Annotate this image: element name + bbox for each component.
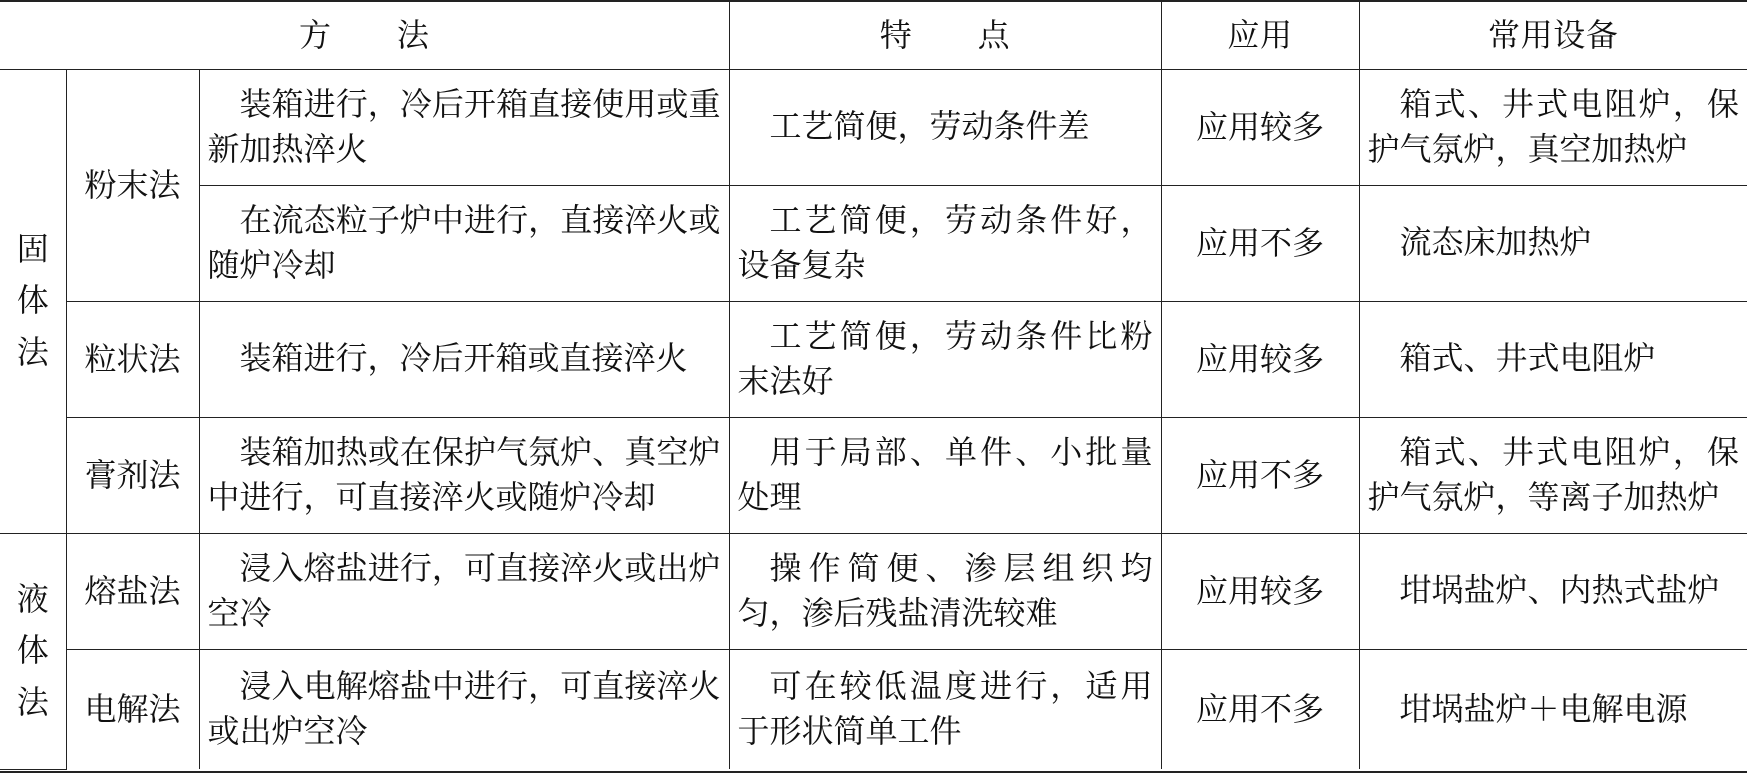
equipment-cell	[1359, 185, 1747, 301]
equipment-text: 箱式、井式电阻炉，保护气氛炉，等离子加热炉	[1367, 432, 1739, 516]
header-feature: 特 点	[729, 2, 1161, 69]
method-name: 电解法	[66, 649, 199, 769]
equipment-text: 坩埚盐炉＋电解电源	[1399, 689, 1688, 728]
process-text: 装箱进行，冷后开箱直接使用或重新加热淬火	[207, 84, 721, 168]
feature-text: 用于局部、单件、小批量处理	[737, 432, 1153, 516]
process-text: 在流态粒子炉中进行，直接淬火或随炉冷却	[207, 200, 721, 284]
method-name: 粉末法	[66, 69, 199, 301]
group-label: 液体法	[16, 580, 49, 721]
table-header-row	[0, 2, 1747, 69]
process-cell	[199, 185, 729, 301]
table-row	[0, 69, 1747, 185]
group-label: 固体法	[16, 230, 49, 371]
application-cell: 应用较多	[1161, 533, 1359, 649]
equipment-cell	[1359, 301, 1747, 417]
equipment-cell	[1359, 69, 1747, 185]
table-row	[0, 417, 1747, 533]
equipment-text: 箱式、井式电阻炉	[1399, 339, 1656, 378]
process-text: 装箱进行，冷后开箱或直接淬火	[239, 339, 688, 378]
group-solid	[0, 69, 66, 533]
feature-text: 操作简便、渗层组织均匀，渗后残盐清洗较难	[737, 548, 1153, 632]
feature-text: 工艺简便，劳动条件比粉末法好	[737, 316, 1153, 400]
feature-cell	[729, 649, 1161, 769]
table-row	[0, 533, 1747, 649]
equipment-text: 箱式、井式电阻炉，保护气氛炉，真空加热炉	[1367, 84, 1739, 168]
process-text: 装箱加热或在保护气氛炉、真空炉中进行，可直接淬火或随炉冷却	[207, 432, 721, 516]
process-text: 浸入电解熔盐中进行，可直接淬火或出炉空冷	[207, 666, 721, 751]
feature-cell	[729, 417, 1161, 533]
method-name: 粒状法	[66, 301, 199, 417]
boriding-methods-table	[0, 2, 1747, 770]
process-cell	[199, 417, 729, 533]
header-application: 应用	[1161, 2, 1359, 69]
header-equipment: 常用设备	[1359, 2, 1747, 69]
process-cell	[199, 69, 729, 185]
application-cell: 应用较多	[1161, 69, 1359, 185]
application-cell: 应用不多	[1161, 417, 1359, 533]
group-liquid	[0, 533, 66, 769]
feature-text: 工艺简便，劳动条件差	[769, 107, 1090, 146]
feature-text: 可在较低温度进行，适用于形状简单工件	[737, 666, 1153, 751]
equipment-text: 流态床加热炉	[1399, 223, 1592, 262]
feature-cell	[729, 533, 1161, 649]
feature-text: 工艺简便，劳动条件好，设备复杂	[737, 200, 1153, 284]
header-method: 方 法	[0, 2, 729, 69]
feature-cell	[729, 185, 1161, 301]
equipment-cell	[1359, 649, 1747, 769]
application-cell: 应用不多	[1161, 649, 1359, 769]
application-cell: 应用不多	[1161, 185, 1359, 301]
equipment-cell	[1359, 533, 1747, 649]
table-row	[0, 185, 1747, 301]
table-row	[0, 649, 1747, 769]
equipment-cell	[1359, 417, 1747, 533]
feature-cell	[729, 301, 1161, 417]
equipment-text: 坩埚盐炉、内热式盐炉	[1399, 571, 1720, 610]
feature-cell	[729, 69, 1161, 185]
process-cell	[199, 649, 729, 769]
process-cell	[199, 533, 729, 649]
process-text: 浸入熔盐进行，可直接淬火或出炉空冷	[207, 548, 721, 632]
method-name: 膏剂法	[66, 417, 199, 533]
process-cell	[199, 301, 729, 417]
method-name: 熔盐法	[66, 533, 199, 649]
table-row	[0, 301, 1747, 417]
application-cell: 应用较多	[1161, 301, 1359, 417]
